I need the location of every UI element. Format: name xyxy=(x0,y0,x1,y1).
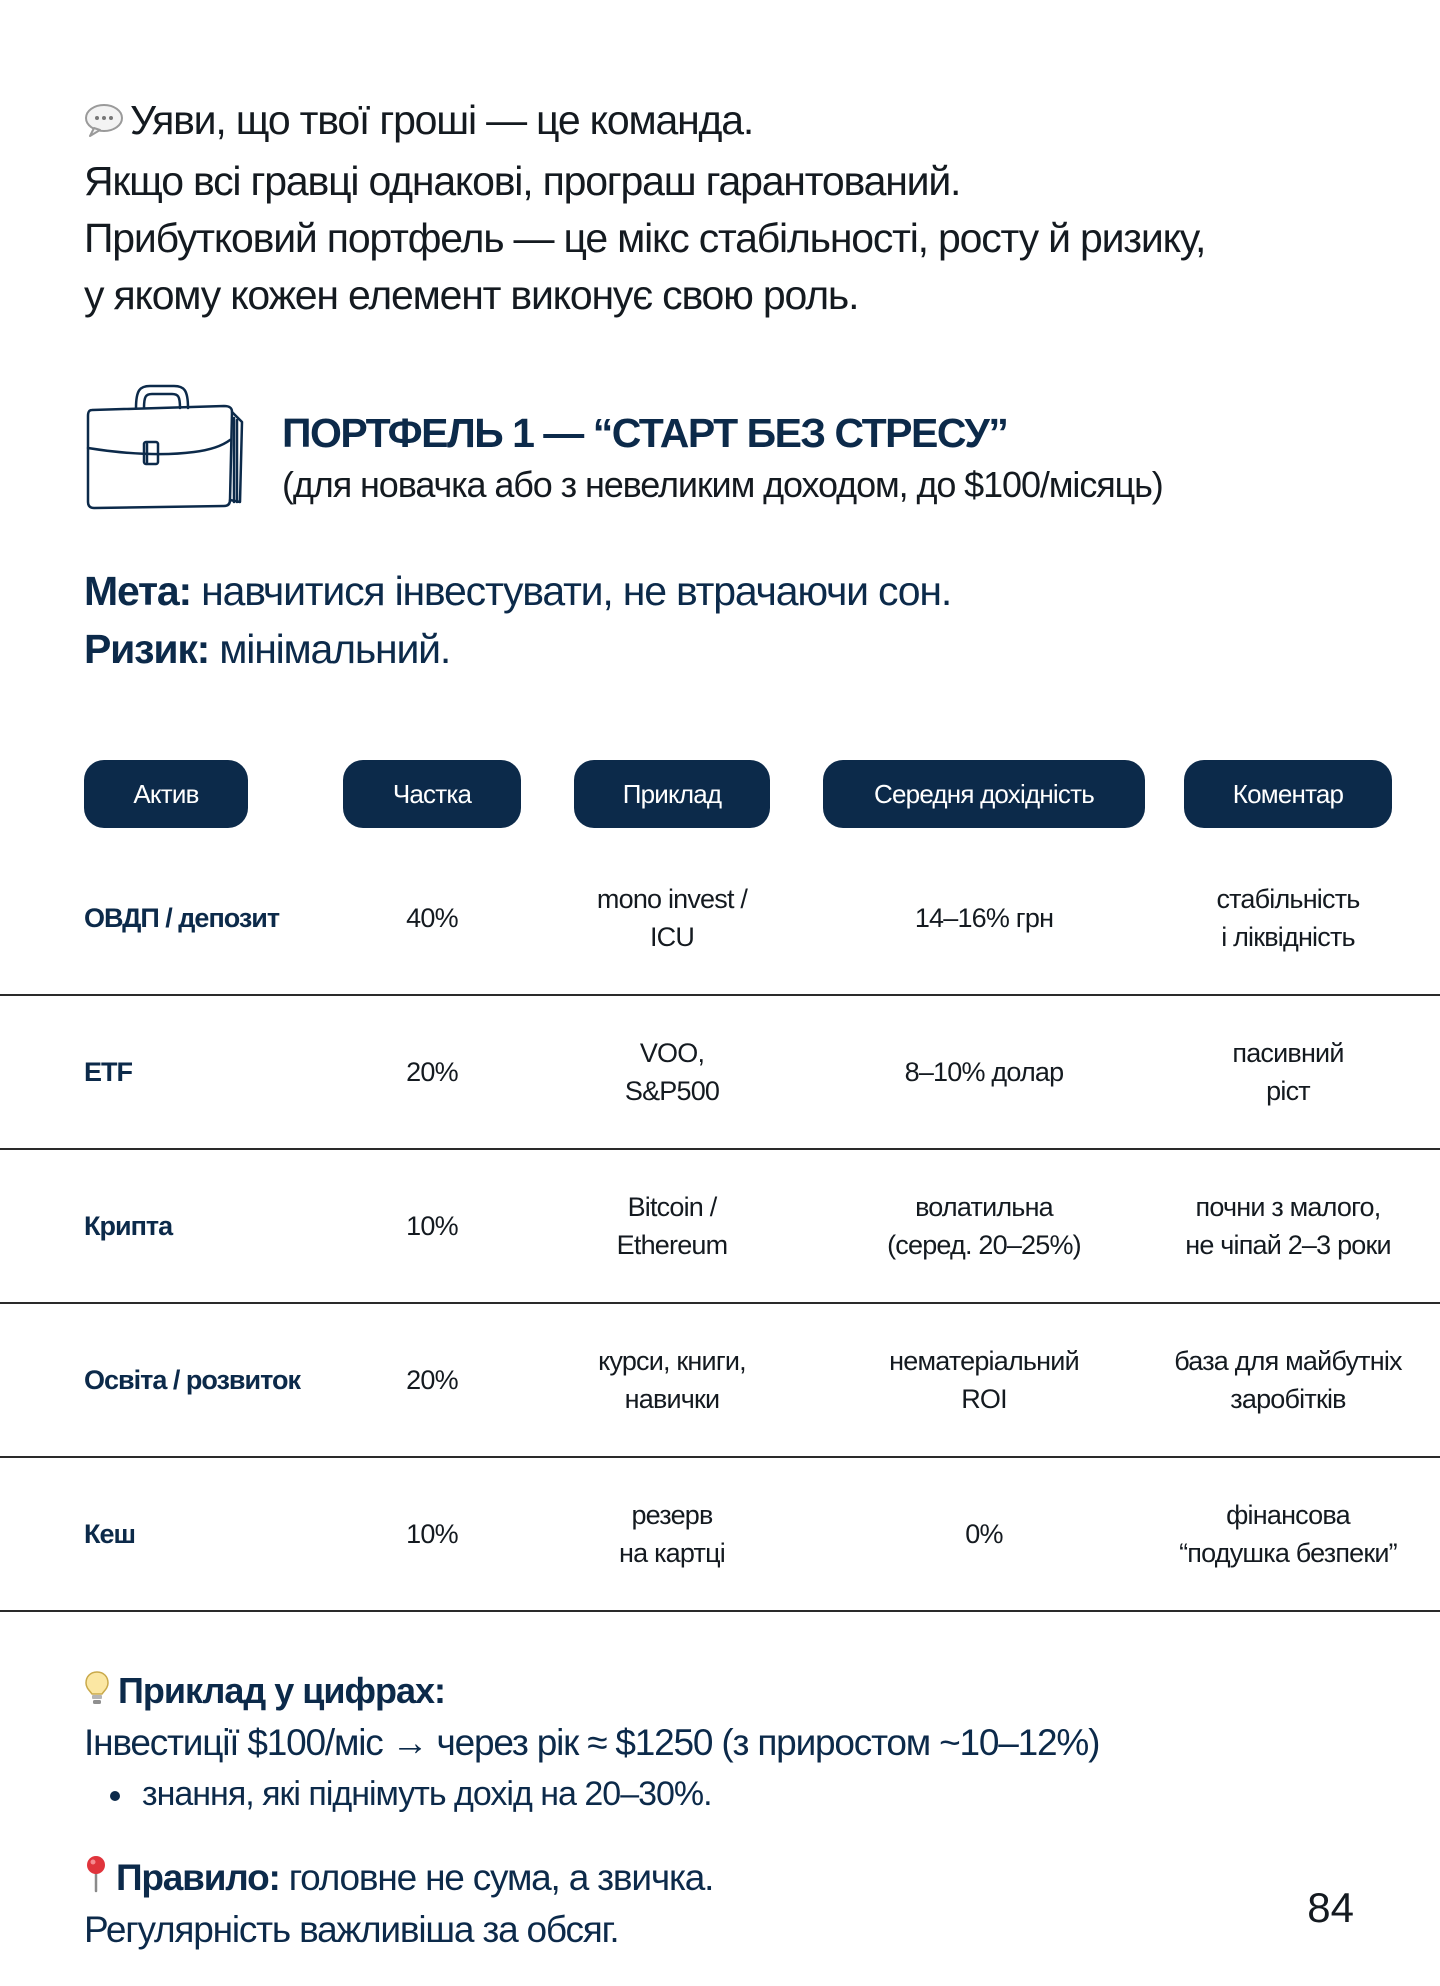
example-bullet-text: знання, які піднімуть дохід на 20–30%. xyxy=(142,1775,712,1813)
table-row xyxy=(0,1304,1440,1458)
intro-paragraph xyxy=(84,92,1205,324)
share-cell: 20% xyxy=(406,1365,458,1395)
briefcase-icon xyxy=(84,382,246,512)
comment-cell: стабільність і ліквідність xyxy=(1216,884,1360,952)
example-title: Приклад у цифрах: xyxy=(118,1670,446,1711)
share-cell: 10% xyxy=(406,1211,458,1241)
example-cell: курси, книги, навички xyxy=(598,1346,746,1414)
intro-line-4: у якому кожен елемент виконує свою роль. xyxy=(84,272,859,318)
header-share: Частка xyxy=(343,760,521,828)
comment-cell: база для майбутніх заробітків xyxy=(1174,1346,1402,1414)
intro-line-1 xyxy=(84,92,1205,153)
header-asset: Актив xyxy=(84,760,248,828)
example-line: Інвестиції $100/міс → через рік ≈ $1250 (з приростом ~10–12%) xyxy=(84,1722,1100,1763)
intro-line-3: Прибутковий портфель — це мікс стабільності, росту й ризику, xyxy=(84,215,1206,261)
intro-line-2: Якщо всі гравці однакові, програш гарантований. xyxy=(84,158,961,204)
share-cell: 20% xyxy=(406,1057,458,1087)
risk-line xyxy=(84,620,951,678)
asset-cell: Кеш xyxy=(84,1519,135,1549)
risk-label: Ризик: xyxy=(84,626,210,672)
example-bullet xyxy=(84,1769,1099,1819)
return-cell: нематеріальний ROI xyxy=(889,1346,1079,1414)
return-cell: волатильна (серед. 20–25%) xyxy=(887,1192,1081,1260)
asset-cell: Крипта xyxy=(84,1211,173,1241)
asset-cell: Освіта / розвиток xyxy=(84,1365,300,1395)
bullet-dot-icon xyxy=(110,1791,120,1801)
example-cell: резерв на картці xyxy=(619,1500,725,1568)
portfolio-subtitle: (для новачка або з невеликим доходом, до $100/місяць) xyxy=(282,464,1163,505)
goal-text: навчитися інвестувати, не втрачаючи сон. xyxy=(190,568,952,614)
return-cell: 0% xyxy=(965,1519,1003,1549)
share-cell: 40% xyxy=(406,903,458,933)
goal-line xyxy=(84,562,951,620)
share-cell: 10% xyxy=(406,1519,458,1549)
example-cell: Bitcoin / Ethereum xyxy=(616,1192,728,1260)
table-row xyxy=(0,1150,1440,1304)
table-row xyxy=(0,1458,1440,1612)
comment-cell: пасивний ріст xyxy=(1232,1038,1344,1106)
goal-label: Мета: xyxy=(84,568,191,614)
rule-text: головне не сума, а звичка. xyxy=(279,1857,714,1898)
rule-block xyxy=(84,1852,713,1956)
intro-text-1: Уяви, що твої гроші — це команда. xyxy=(130,97,754,143)
asset-cell: ETF xyxy=(84,1057,132,1087)
example-cell: mono invest / ICU xyxy=(596,884,748,952)
comment-cell: фінансова “подушка безпеки” xyxy=(1179,1500,1397,1568)
page-number: 84 xyxy=(1307,1884,1354,1931)
comment-cell: почни з малого, не чіпай 2–3 роки xyxy=(1185,1192,1391,1260)
rule-label: Правило: xyxy=(116,1857,280,1898)
example-block xyxy=(84,1665,1099,1819)
return-cell: 14–16% грн xyxy=(914,903,1054,933)
rule-line-1 xyxy=(84,1852,713,1904)
rule-line-2: Регулярність важливіша за обсяг. xyxy=(84,1909,619,1950)
speech-bubble-icon xyxy=(84,96,124,153)
return-cell: 8–10% долар xyxy=(904,1057,1064,1087)
example-title-line xyxy=(84,1665,1099,1717)
lightbulb-icon xyxy=(84,1668,110,1720)
header-comment: Коментар xyxy=(1184,760,1392,828)
portfolio-title: ПОРТФЕЛЬ 1 — “СТАРТ БЕЗ СТРЕСУ” xyxy=(282,410,1008,456)
pushpin-icon xyxy=(84,1855,108,1907)
table-row xyxy=(0,996,1440,1150)
header-example: Приклад xyxy=(574,760,770,828)
row-divider xyxy=(0,1610,1440,1612)
goal-block xyxy=(84,562,951,678)
risk-text: мінімальний. xyxy=(209,626,451,672)
header-return: Середня дохідність xyxy=(823,760,1145,828)
example-cell: VOO, S&P500 xyxy=(624,1038,720,1106)
asset-cell: ОВДП / депозит xyxy=(84,903,280,933)
table-row xyxy=(0,842,1440,996)
